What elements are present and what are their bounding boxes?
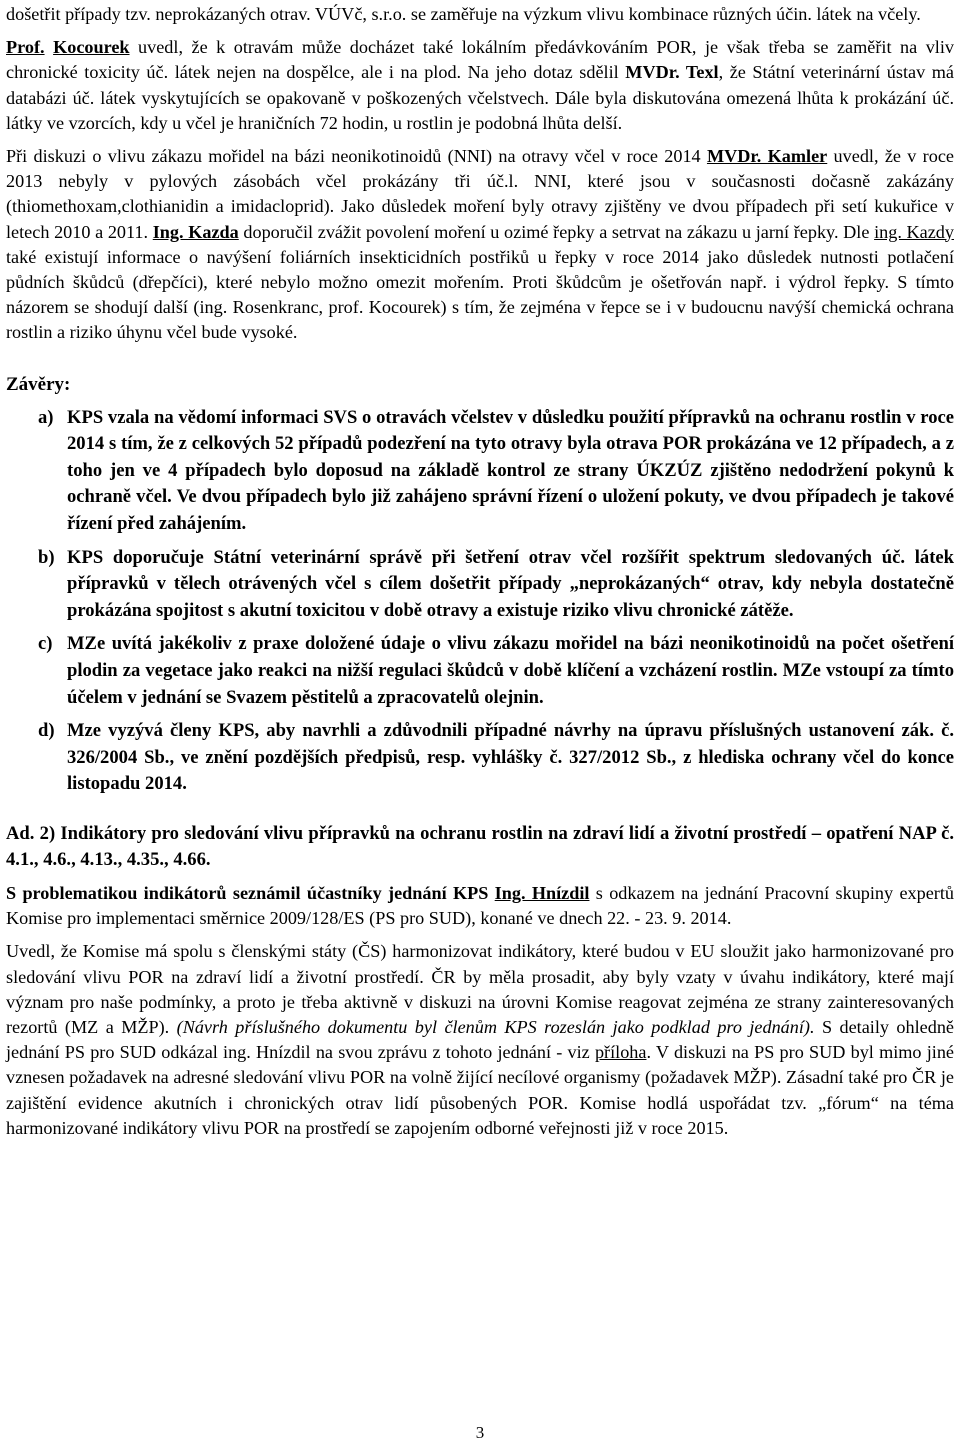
conclusion-item: d) Mze vyzývá členy KPS, aby navrhli a zdůvodnili případné návrhy na úpravu příslušných ustanovení zák. č. 326/2004 Sb., ve znění pozdějších předpisů, resp. vyhlášky č. 327/2012 Sb., z hlediska ochrany včel do konce listopadu 2014. <box>38 720 954 795</box>
document-page <box>6 0 954 1141</box>
paragraph-intro: došetřit případy tzv. neprokázaných otrav. VÚVč, s.r.o. se zaměřuje na výzkum vlivu kombinace různých účin. látek na včely. <box>6 4 921 24</box>
paragraph-kocourek: Prof. Kocourek uvedl, že k otravám může docházet také lokálním předávkováním POR, je však třeba se zaměřit na vliv chronické toxicity úč. látek nejen na dospělce, ale i na plod. Na jeho dotaz sdělil MVDr. Texl, že Státní veterinární ústav má databázi úč. látek vyskytujících se opakovaně v poškozených včelstvech. Dále byla diskutována omezená lhůta k prokázání úč. látky ve vzorcích, kdy u včel je hraničních 72 hodin, u rostlin je podobná lhůta delší. <box>6 37 955 133</box>
conclusion-item: c) MZe uvítá jakékoliv z praxe doložené údaje o vlivu zákazu mořidel na bázi neonikotinoidů na počet ošetření plodin za vegetace jako reakci na nižší regulaci škůdců v době klíčení a vzcházení rostlin. MZe vstoupí za tímto účelem v jednání se Svazem pěstitelů a zpracovatelů olejnin. <box>38 633 954 708</box>
agenda-item-2: Ad. 2) Indikátory pro sledování vlivu přípravků na ochranu rostlin na zdraví lidí a životní prostředí – opatření NAP č. 4.1., 4.6., 4.13., 4.35., 4.66. <box>6 822 954 870</box>
person-ing-hnizdil: Ing. Hnízdil <box>494 882 590 903</box>
attachment-link[interactable]: příloha <box>594 1042 647 1063</box>
person-ing-kazdy: ing. Kazdy <box>874 221 954 242</box>
paragraph-nni-discussion: Při diskuzi o vlivu zákazu mořidel na bázi neonikotinoidů (NNI) na otravy včel v roce 2014 MVDr. Kamler uvedl, že v roce 2013 nebyly v pylových zásobách včel prokázány tři úč.l. NNI, které jsou v současnosti dočasně zakázány (thiomethoxam,clothianidin a imidacloprid). Jako důsledek moření byly otravy zjištěny ve dvou případech při setí kukuřice v letech 2010 a 2011. Ing. Kazda doporučil zvážit povolení moření u ozimé řepky a setrvat na zákazu u jarní řepky. Dle ing. Kazdy také existují informace o navýšení foliárních insekticidních postřiků u řepky v roce 2014 jako důsledek nutnosti potlačení půdních škůdců (dřepčíci), které nebylo možno omezit mořením. Proti škůdcům je ošetřován např. i výdrol řepky. S tímto názorem se shodují další (ing. Rosenkranc, prof. Kocourek) s tím, že zejména v řepce se i v budoucnu navýší chemická ochrana rostlin a riziko úhynu včel bude vysoké. <box>6 146 954 343</box>
conclusions-list <box>6 405 954 798</box>
person-kocourek: Kocourek <box>53 37 130 58</box>
person-mvdr-kamler: MVDr. Kamler <box>706 146 828 167</box>
paragraph-hnizdil: S problematikou indikátorů seznámil účastníky jednání KPS Ing. Hnízdil s odkazem na jednání Pracovní skupiny expertů Komise pro implementaci směrnice 2009/128/ES (PS pro SUD), konané ve dnech 22. - 23. 9. 2014. <box>6 882 954 929</box>
person-mvdr-texl: MVDr. Texl <box>625 62 719 83</box>
paragraph-indicators: Uvedl, že Komise má spolu s členskými státy (ČS) harmonizovat indikátory, které budou v EU sloužit jako harmonizované pro sledování vlivu POR na zdraví lidí a životní prostředí. ČR by měla prosadit, aby byly vzaty v úvahu indikátory, které mají význam pro naše podmínky, a proto je třeba aktivně v diskuzi na úrovni Komise reagovat zejména ze strany zainteresovaných rezortů (MZ a MŽP). (Návrh příslušného dokumentu byl členům KPS rozeslán jako podklad pro jednání). S detaily ohledně jednání PS pro SUD odkázal ing. Hnízdil na svou zprávu z tohoto jednání - viz příloha. V diskuzi na PS pro SUD byl mimo jiné vznesen požadavek na adresné sledování vlivu POR na volně žijící necílové organismy (požadavek MŽP). Zásadní také pro ČR je zajištění evidence akutních i chronických otrav lidí působených POR. Komise hodlá uspořádat tzv. „fórum“ na téma harmonizované indikátory vlivu POR na prostředí se zapojením odborné veřejnosti již v roce 2015. <box>6 941 954 1138</box>
page-number: 3 <box>475 1423 485 1442</box>
person-prof: Prof. <box>6 37 45 58</box>
conclusion-item: a) KPS vzala na vědomí informaci SVS o otravách včelstev v důsledku použití přípravků na ochranu rostlin v roce 2014 s tím, že z celkových 52 případů podezření na tyto otravy byla otrava POR prokázána ve 12 případech, a z toho jen ve 4 případech bylo doposud na základě kontrol ze strany ÚKZÚZ zjištěno nedodržení pokynů k ochraně včel. Ve dvou případech bylo již zahájeno správní řízení o uložení pokuty, ve dvou případech je takové řízení před zahájením. <box>38 406 954 535</box>
conclusions-heading: Závěry: <box>6 373 71 395</box>
person-ing-kazda: Ing. Kazda <box>152 221 239 242</box>
conclusion-item: b) KPS doporučuje Státní veterinární správě při šetření otrav včel rozšířit spektrum sledovaných úč. látek přípravků v tělech otrávených včel s cílem došetřit případy „neprokázaných“ otrav, kdy nebyla dostatečně prokázána spojitost s akutní toxicitou v době otravy a existuje riziko vlivu chronické zátěže. <box>38 546 954 621</box>
